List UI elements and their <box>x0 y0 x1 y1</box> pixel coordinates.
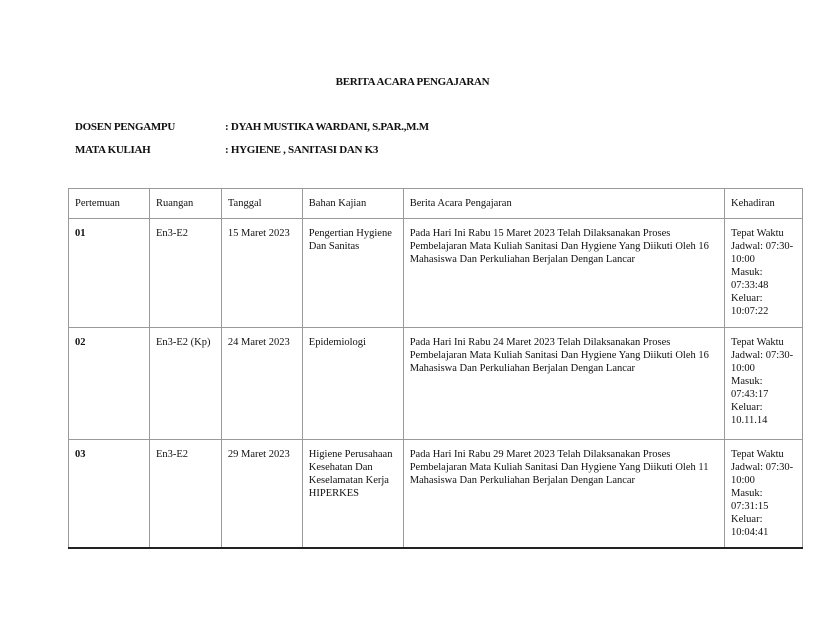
cell-berita: Pada Hari Ini Rabu 29 Maret 2023 Telah Dilaksanakan Proses Pembelajaran Mata Kuliah Sanitasi Dan Hygiene Yang Diikuti Oleh 11 Mahasiswa Dan Perkuliahan Berjalan Dengan Lancar <box>403 440 724 549</box>
document-title: BERITA ACARA PENGAJARAN <box>335 76 490 88</box>
cell-pertemuan: 01 <box>69 219 150 328</box>
cell-pertemuan: 02 <box>69 328 150 440</box>
table-header-row <box>69 189 803 219</box>
dosen-label: DOSEN PENGAMPU <box>75 121 175 133</box>
cell-kehadiran <box>725 219 803 328</box>
dosen-value: : DYAH MUSTIKA WARDANI, S.PAR.,M.M <box>225 121 429 133</box>
cell-kehadiran <box>725 328 803 440</box>
cell-pertemuan: 03 <box>69 440 150 549</box>
cell-tanggal: 15 Maret 2023 <box>221 219 302 328</box>
dosen-row <box>75 121 429 133</box>
cell-ruangan: En3-E2 <box>149 219 221 328</box>
cell-ruangan: En3-E2 (Kp) <box>149 328 221 440</box>
kehadiran-masuk: Masuk: 07:31:15 <box>731 488 769 512</box>
attendance-table <box>68 188 803 549</box>
kehadiran-jadwal: Jadwal: 07:30-10:00 <box>731 350 794 374</box>
cell-berita: Pada Hari Ini Rabu 15 Maret 2023 Telah Dilaksanakan Proses Pembelajaran Mata Kuliah Sanitasi Dan Hygiene Yang Diikuti Oleh 16 Mahasiswa Dan Perkuliahan Berjalan Dengan Lancar <box>403 219 724 328</box>
kehadiran-keluar: Keluar: 10:07:22 <box>731 293 769 317</box>
cell-bahan: Epidemiologi <box>302 328 403 440</box>
kehadiran-masuk: Masuk: 07:33:48 <box>731 267 769 291</box>
cell-bahan: Pengertian Hygiene Dan Sanitas <box>302 219 403 328</box>
matkul-row <box>75 144 378 156</box>
kehadiran-status: Tepat Waktu <box>731 337 784 348</box>
header-pertemuan: Pertemuan <box>69 189 150 219</box>
table-row <box>69 328 803 440</box>
kehadiran-keluar: Keluar: 10:04:41 <box>731 514 769 538</box>
cell-bahan: Higiene Perusahaan Kesehatan Dan Keselamatan Kerja HIPERKES <box>302 440 403 549</box>
kehadiran-jadwal: Jadwal: 07:30-10:00 <box>731 241 794 265</box>
cell-tanggal: 29 Maret 2023 <box>221 440 302 549</box>
matkul-value: : HYGIENE , SANITASI DAN K3 <box>225 144 379 156</box>
table-row <box>69 440 803 549</box>
kehadiran-status: Tepat Waktu <box>731 449 784 460</box>
header-ruangan: Ruangan <box>149 189 221 219</box>
kehadiran-masuk: Masuk: 07:43:17 <box>731 376 769 400</box>
kehadiran-keluar: Keluar: 10.11.14 <box>731 402 768 426</box>
kehadiran-jadwal: Jadwal: 07:30-10:00 <box>731 462 794 486</box>
header-berita-acara: Berita Acara Pengajaran <box>403 189 724 219</box>
header-bahan-kajian: Bahan Kajian <box>302 189 403 219</box>
table-row <box>69 219 803 328</box>
matkul-label: MATA KULIAH <box>75 144 151 156</box>
header-kehadiran: Kehadiran <box>725 189 803 219</box>
cell-tanggal: 24 Maret 2023 <box>221 328 302 440</box>
cell-berita: Pada Hari Ini Rabu 24 Maret 2023 Telah Dilaksanakan Proses Pembelajaran Mata Kuliah Sanitasi Dan Hygiene Yang Diikuti Oleh 16 Mahasiswa Dan Perkuliahan Berjalan Dengan Lancar <box>403 328 724 440</box>
kehadiran-status: Tepat Waktu <box>731 228 784 239</box>
cell-ruangan: En3-E2 <box>149 440 221 549</box>
header-tanggal: Tanggal <box>221 189 302 219</box>
cell-kehadiran <box>725 440 803 549</box>
